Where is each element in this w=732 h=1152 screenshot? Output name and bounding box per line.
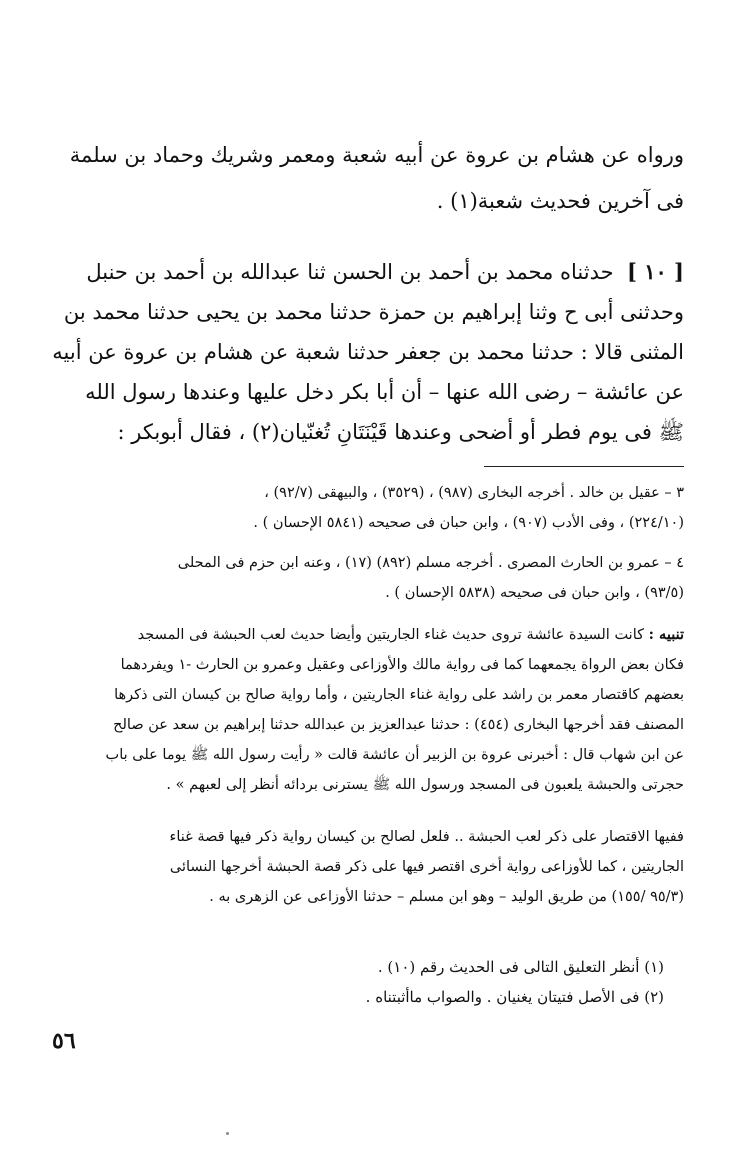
- hadith-number: [ ١٠ ]: [626, 259, 684, 284]
- footnote-3: [48, 478, 684, 538]
- text-line: فى آخرين فحديث شعبة(١) .: [436, 189, 684, 213]
- text-line: ورواه عن هشام بن عروة عن أبيه شعبة ومعمر وشريك وحماد بن سلمة: [69, 143, 684, 167]
- text-line: ٤ – عمرو بن الحارث المصرى . أخرجه مسلم (٨٩٢) (١٧) ، وعنه ابن حزم فى المحلى: [177, 555, 684, 571]
- text-line: حدثناه محمد بن أحمد بن الحسن ثنا عبدالله بن أحمد بن حنبل: [86, 260, 614, 284]
- text-line: المثنى قالا : حدثنا محمد بن جعفر حدثنا شعبة عن هشام بن عروة عن أبيه: [52, 340, 684, 364]
- text-line: (٩٣/٥) ، وابن حبان فى صحيحه (٥٨٣٨ الإحسان ) .: [385, 585, 684, 601]
- text-line: حجرتى والحبشة يلعبون فى المسجد ورسول الله ﷺ يسترنى بردائه أنظر إلى لعبهم » .: [166, 777, 684, 793]
- hadith-paragraph: [48, 252, 684, 452]
- text-line: عن عائشة – رضى الله عنها – أن أبا بكر دخل عليها وعندها رسول الله: [85, 380, 684, 404]
- text-line: (٢٢٤/١٠) ، وفى الأدب (٩٠٧) ، وابن حبان فى صحيحه (٥٨٤١ الإحسان ) .: [253, 515, 684, 531]
- text-line: بعضهم كاقتصار معمر بن راشد على رواية غناء الجاريتين ، وأما رواية صالح بن كيسان التى ذكرها: [114, 687, 684, 703]
- text-line: المصنف فقد أخرجها البخارى (٤٥٤) : حدثنا عبدالعزيز بن عبدالله حدثنا إبراهيم بن سعد عن صالح: [113, 717, 684, 733]
- footnote-item: (٢) فى الأصل فتيتان يغنيان . والصواب ماأثبتناه .: [365, 988, 664, 1006]
- page-footnotes: [48, 952, 664, 1012]
- text-line: عن ابن شهاب قال : أخبرنى عروة بن الزبير أن عائشة قالت « رأيت رسول الله ﷺ يوما على باب: [105, 747, 684, 763]
- analysis-paragraph: [48, 822, 684, 912]
- text-line: فكان بعض الرواة يجمعهما كما فى رواية مالك والأوزاعى وعقيل وعمرو بن الحارث -١ ويفردهما: [120, 657, 684, 673]
- text-line: الجاريتين ، كما للأوزاعى رواية أخرى اقتصر فيها على ذكر قصة الحبشة أخرجها النسائى: [169, 859, 684, 875]
- section-divider: [484, 466, 684, 467]
- note-paragraph: [48, 620, 684, 800]
- text-line: وحدثنى أبى ح وثنا إبراهيم بن حمزة حدثنا محمد بن يحيى حدثنا محمد بن: [63, 300, 684, 324]
- text-line: ففيها الاقتصار على ذكر لعب الحبشة .. فلعل لصالح بن كيسان رواية ذكر فيها قصة غناء: [169, 829, 684, 845]
- text-line: ٣ – عقيل بن خالد . أخرجه البخارى (٩٨٧) ، (٣٥٢٩) ، والبيهقى (٩٢/٧) ،: [264, 485, 684, 501]
- note-first-line: [48, 620, 684, 650]
- hadith-first-line: [48, 252, 684, 292]
- scan-speck: [226, 1132, 229, 1135]
- top-paragraph: [48, 132, 684, 224]
- text-line: ﷺ فى يوم فطر أو أضحى وعندها قَيْنَتَانِ تُغنّيان(٢) ، فقال أبوبكر :: [117, 420, 684, 444]
- note-label: تنبيه :: [648, 626, 684, 643]
- footnote-item: (١) أنظر التعليق التالى فى الحديث رقم (١٠) .: [377, 958, 664, 976]
- text-line: (٩٥/٣ /١٥٥) من طريق الوليد – وهو ابن مسلم – حدثنا الأوزاعى عن الزهرى به .: [209, 889, 684, 905]
- text-line: كانت السيدة عائشة تروى حديث غناء الجاريتين وأيضا حديث لعب الحبشة فى المسجد: [137, 627, 645, 643]
- page-number: ٥٦: [52, 1028, 76, 1054]
- footnote-4: [48, 548, 684, 608]
